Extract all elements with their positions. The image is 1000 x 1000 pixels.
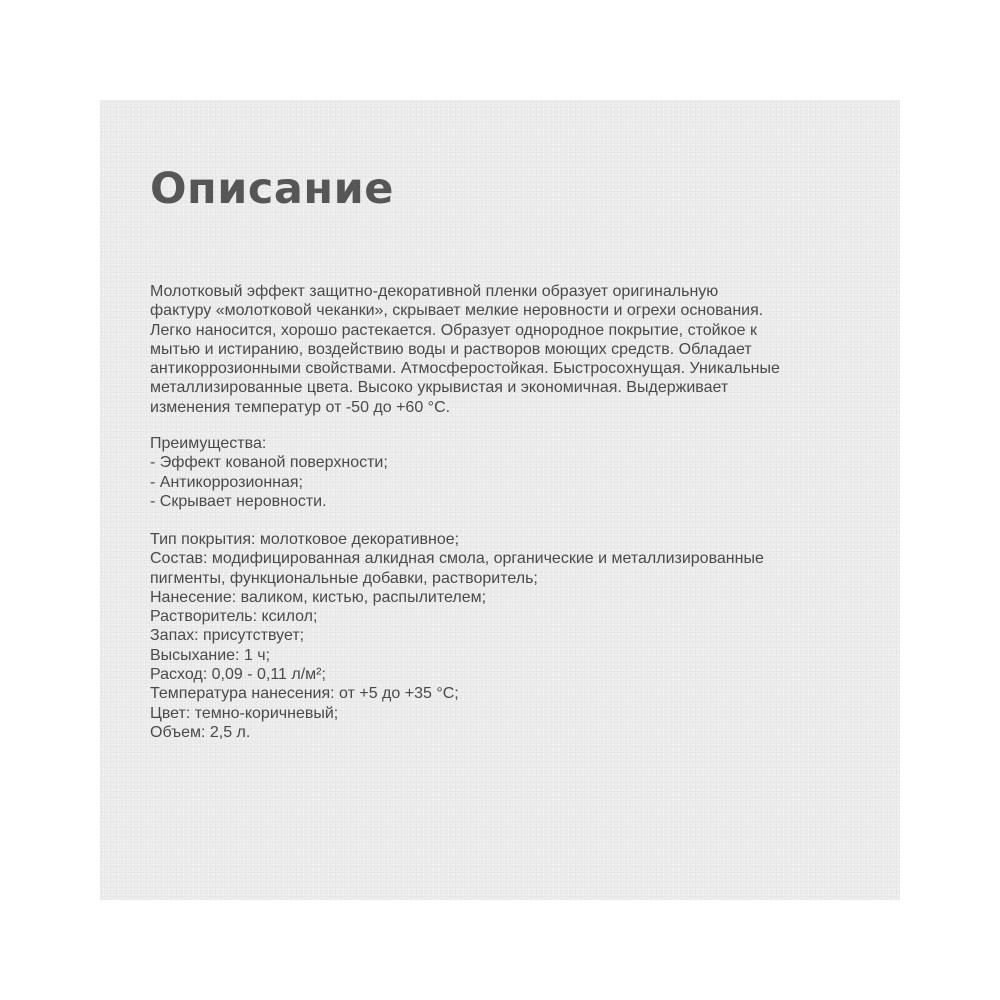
spec-line: Запах: присутствует; (150, 627, 305, 645)
description-line: Легко наносится, хорошо растекается. Образует однородное покрытие, стойкое к (150, 321, 757, 339)
advantages-heading: Преимущества: (150, 435, 267, 452)
spec-line: Цвет: темно-коричневый; (150, 704, 339, 722)
description-line: изменения температур от -50 до +60 °С. (150, 398, 451, 416)
advantage-item: - Антикоррозионная; (150, 473, 303, 491)
spec-line: Температура нанесения: от +5 до +35 °С; (150, 685, 459, 703)
advantage-item: - Эффект кованой поверхности; (150, 454, 388, 472)
advantage-item: - Скрывает неровности. (150, 492, 327, 510)
spec-line: Состав: модифицированная алкидная смола, органические и металлизированные (150, 550, 764, 568)
description-line: фактуру «молотковой чеканки», скрывает мелкие неровности и огрехи основания. (150, 302, 764, 320)
spec-line: Расход: 0,09 - 0,11 л/м²; (150, 666, 326, 684)
spec-line: Растворитель: ксилол; (150, 608, 318, 626)
spec-line: Высыхание: 1 ч; (150, 646, 271, 664)
advantages-list (150, 434, 870, 511)
page-title: Описание (150, 164, 394, 214)
description-line: Молотковый эффект защитно-декоративной пленки образует оригинальную (150, 283, 719, 300)
spec-line: Объем: 2,5 л. (150, 723, 251, 741)
description-line: мытью и истиранию, воздействию воды и растворов моющих средств. Обладает (150, 340, 752, 358)
description-line: металлизированные цвета. Высоко укрывистая и экономичная. Выдерживает (150, 379, 729, 397)
description-card (100, 100, 900, 900)
specifications-list (150, 530, 870, 742)
description-line: антикоррозионными свойствами. Атмосферостойкая. Быстросохнущая. Уникальные (150, 360, 780, 378)
spec-line: пигменты, функциональные добавки, растворитель; (150, 569, 538, 587)
description-paragraph (150, 282, 870, 417)
spec-line: Нанесение: валиком, кистью, распылителем; (150, 588, 487, 606)
spec-line: Тип покрытия: молотковое декоративное; (150, 531, 460, 548)
